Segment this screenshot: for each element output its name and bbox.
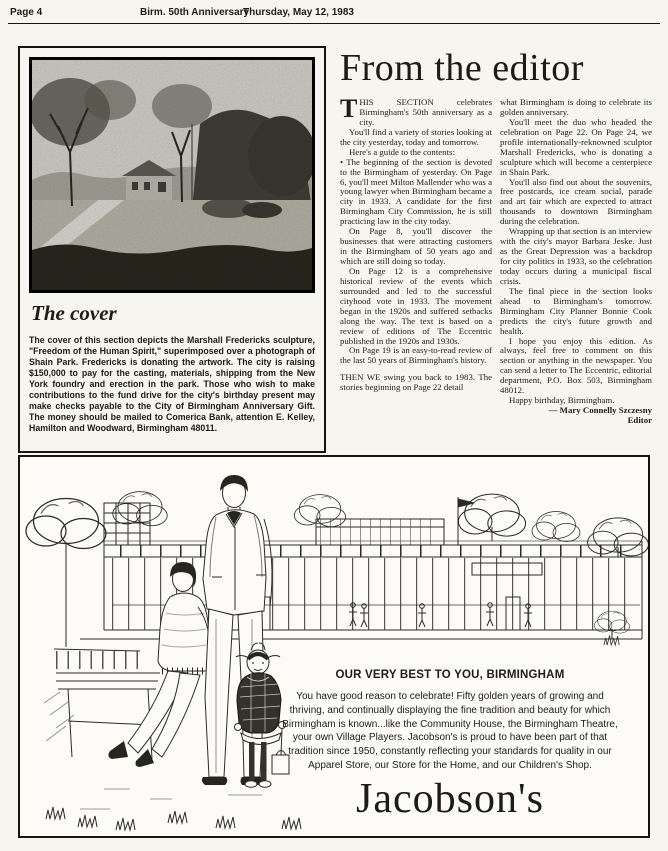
article-paragraph: You'll meet the duo who headed the celebration on Page 22. On Page 24, we profile internationally-reknowned sculptor Marshall Fredericks, who is donating a sculpture which will become a centerpiece in Shain Park. — [500, 116, 652, 177]
article-text: HIS SECTION celebrates Birmingham's 50th anniversary as a city. — [359, 97, 492, 127]
article-paragraph: On Page 19 is an easy-to-read review of the last 50 years of Birmingham's history. — [340, 345, 492, 366]
issue-date: Thursday, May 12, 1983 — [243, 7, 354, 18]
article-paragraph: • The beginning of the section is devoted to the Birmingham of yesterday. On Page 6, you'll meet Milton Mallender who was a young lawyer when Birmingham became a city in 1933. A candidate for the first Birmingham City Commission, he is still practicing law in the city today. — [340, 156, 492, 227]
page-number: Page 4 — [10, 7, 43, 18]
article-paragraph: On Page 8, you'll discover the businesses that were attracting customers in the Birmingham of 50 years ago and which are still doing so today. — [340, 226, 492, 266]
ad-copy — [278, 669, 622, 773]
cover-story-box — [18, 46, 326, 453]
article-paragraph: Here's a guide to the contents: — [349, 146, 455, 157]
jacobsons-advertisement — [18, 455, 650, 838]
article-paragraph: You'll find a variety of stories looking at the city yesterday, today and tomorrow. — [340, 126, 492, 147]
publication-title: Birm. 50th Anniversary — [140, 7, 250, 18]
header-rule — [8, 23, 660, 24]
drop-cap: T — [340, 94, 358, 123]
editor-column — [340, 46, 652, 426]
article-paragraph: Happy birthday, Birmingham. — [509, 395, 615, 406]
article-paragraph: THEN WE swing you back to 1983. The stories beginning on Page 22 detail — [340, 372, 492, 393]
article-paragraph: The final piece in the section looks ahead to Birmingham's tomorrow. Birmingham City Planner Bonnie Cook predicts the city's future growth and health. — [500, 285, 652, 336]
article-paragraph — [340, 94, 492, 128]
article-byline: — Mary Connelly Szczesny — [548, 405, 652, 416]
woman-figure — [108, 562, 210, 767]
jacobsons-logo-text: Jacobson's — [356, 776, 544, 822]
article-column-1 — [340, 94, 492, 426]
article-paragraph: On Page 12 is a comprehensive historical review of the events which surrounded and led to the successful cityhood vote in 1933. The movement began in the 1920s and suffered setbacks along the way. The text is based on a review of editions of The Eccentric published in the 1920s and 1930s. — [340, 265, 492, 346]
article-columns — [340, 94, 652, 426]
editor-headline: From the editor — [340, 47, 584, 89]
cover-caption: The cover of this section depicts the Marshall Fredericks sculpture, "Freedom of the Human Spirit," superimposed over a photograph of Shain Park. Fredericks is donating the artwork. The city is raising $150,000 to pay for the casting, materials, shipping from the New York foundry and erection in the park. Those who wish to make contributions to the fund drive for the city's birthday present may make checks payable to the City of Birmingham Anniversary Gift. The money should be mailed to Comerica Bank, attention E. Kelley, Hamilton and Woodward, Birmingham 48011. — [29, 334, 315, 433]
article-paragraph: You'll also find out about the souvenirs, free postcards, ice cream social, parade and art fair which are expected to attract thousands to downtown Birmingham during the celebration. — [500, 176, 652, 227]
cover-photo-image — [32, 60, 312, 290]
cover-photo — [29, 57, 315, 293]
ad-body-text: You have good reason to celebrate! Fifty golden years of growing and thriving, and continually displaying the fine tradition and beauty for which Birmingham is known...like the Community House, the Birmingham Theatre, your own Village Players. Jacobson's is proud to have been part of that tradition since 1950, constantly reflecting your standards for quality in our Apparel Store, our Store for the Home, and our Children's Shop. — [282, 691, 618, 771]
page-header — [0, 7, 668, 23]
article-byline-title: Editor — [627, 415, 652, 425]
article-paragraph: I hope you enjoy this edition. As always, feel free to comment on this section or anything in the newspaper. You can send a letter to The Eccentric, editorial department, P.O. Box 503, Birmingham 48012. — [500, 335, 652, 396]
article-paragraph: what Birmingham is doing to celebrate its golden anniversary. — [500, 97, 652, 117]
article-column-2 — [500, 98, 652, 426]
article-paragraph: Wrapping up that section is an interview with the city's mayor Barbara Jeske. Just as the Great Depression was a backdrop for city politics in 1933, so the celebration today occurs during a municipal fiscal crisis. — [500, 226, 652, 286]
ad-headline: OUR VERY BEST TO YOU, BIRMINGHAM — [335, 669, 565, 681]
cover-title: The cover — [31, 301, 117, 325]
small-figures — [349, 603, 532, 627]
